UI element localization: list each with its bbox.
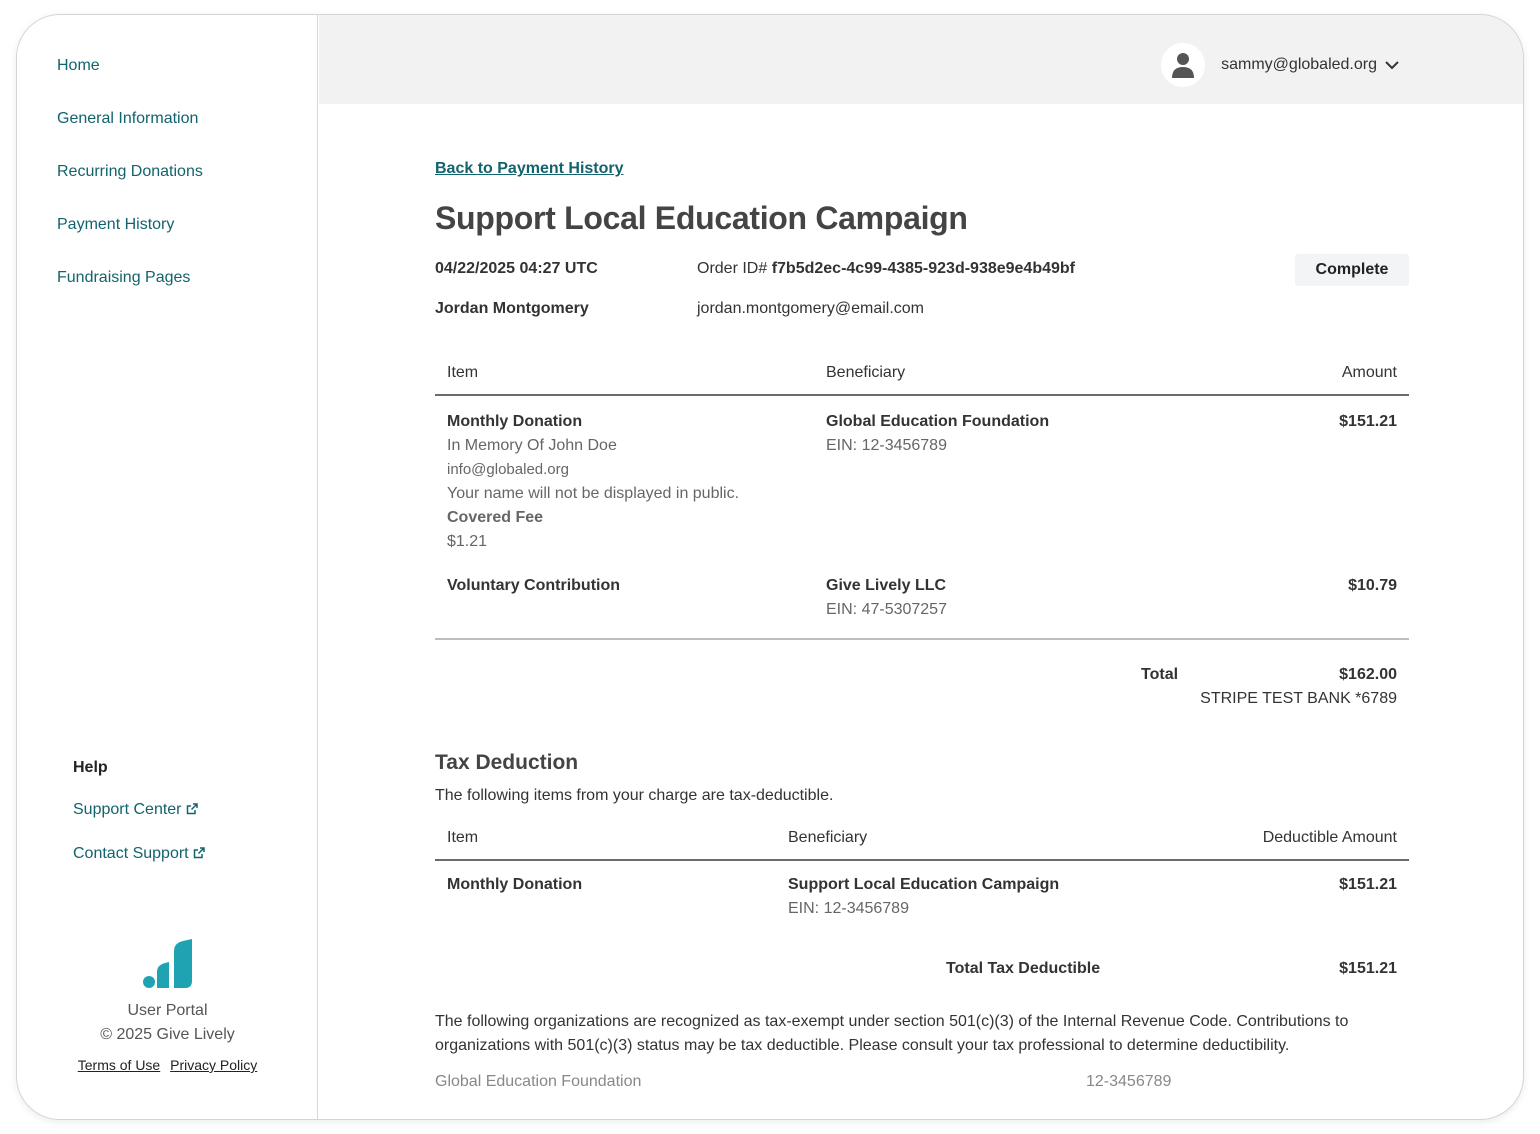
table-row (435, 396, 1409, 566)
col-item: Item (447, 829, 479, 846)
exempt-org-ein: 12-3456789 (1086, 1073, 1172, 1090)
contact-support-label: Contact Support (73, 845, 189, 862)
item-detail: Your name will not be displayed in public. (447, 485, 740, 502)
beneficiary-cell (788, 873, 1059, 921)
terms-link[interactable]: Terms of Use (77, 1057, 161, 1073)
tax-table-header (435, 817, 1409, 861)
total-tax-deductible-value: $151.21 (1339, 960, 1397, 977)
amount-cell: $10.79 (1348, 577, 1397, 594)
tax-disclaimer-line: The following organizations are recognized as tax-exempt under section 501(c)(3) of the Internal Revenue Code. Contributions to (435, 1013, 1349, 1030)
item-detail: info@globaled.org (447, 461, 569, 478)
col-beneficiary: Beneficiary (826, 364, 906, 381)
topbar (319, 15, 1523, 104)
tax-intro: The following items from your charge are tax-deductible. (435, 787, 834, 804)
app-window (16, 14, 1524, 1120)
copyright: © 2025 Give Lively (100, 1026, 235, 1043)
amount-cell: $151.21 (1339, 876, 1397, 893)
external-link-icon (193, 847, 205, 859)
page-title: Support Local Education Campaign (435, 200, 968, 236)
privacy-link[interactable]: Privacy Policy (170, 1057, 258, 1073)
col-beneficiary: Beneficiary (788, 829, 868, 846)
amount-cell: $151.21 (1339, 413, 1397, 430)
beneficiary-cell (826, 410, 1049, 458)
sidebar-item-payment-history[interactable]: Payment History (57, 216, 175, 233)
chevron-down-icon (1385, 60, 1399, 70)
covered-fee-label: Covered Fee (447, 509, 544, 526)
items-table (435, 352, 1409, 638)
order-id-value: f7b5d2ec-4c99-4385-923d-938e9e4b49bf (771, 260, 1075, 277)
total-value: $162.00 (1339, 666, 1397, 683)
col-item: Item (447, 364, 479, 381)
portal-label: User Portal (127, 1002, 208, 1019)
items-table-header (435, 352, 1409, 396)
avatar (1161, 43, 1205, 87)
beneficiary-name: Global Education Foundation (826, 413, 1050, 430)
tax-table (435, 817, 1409, 933)
total-tax-deductible-label: Total Tax Deductible (946, 960, 1101, 977)
tax-deduction-heading: Tax Deduction (435, 751, 579, 774)
beneficiary-name: Give Lively LLC (826, 577, 947, 594)
col-deductible-amount: Deductible Amount (1262, 829, 1397, 846)
beneficiary-ein: EIN: 12-3456789 (788, 900, 909, 917)
col-amount: Amount (1341, 364, 1397, 381)
help-section (73, 759, 205, 889)
table-row (435, 861, 1409, 933)
sidebar-item-home[interactable]: Home (57, 57, 100, 74)
donor-email: jordan.montgomery@email.com (697, 300, 924, 317)
item-detail: In Memory Of John Doe (447, 437, 617, 454)
beneficiary-ein: EIN: 47-5307257 (826, 601, 947, 618)
brand-footer (17, 939, 318, 1073)
beneficiary-name: Support Local Education Campaign (788, 876, 1060, 893)
support-center-label: Support Center (73, 801, 182, 818)
back-to-payment-history-link[interactable]: Back to Payment History (435, 160, 624, 177)
item-cell (447, 410, 739, 554)
support-center-link[interactable] (73, 801, 205, 845)
covered-fee-value: $1.21 (447, 533, 488, 550)
payment-method: STRIPE TEST BANK *6789 (1200, 690, 1397, 707)
user-icon (1171, 52, 1195, 78)
user-menu[interactable] (1161, 42, 1399, 88)
donor-name: Jordan Montgomery (435, 300, 589, 317)
order-date: 04/22/2025 04:27 UTC (435, 260, 598, 277)
sidebar-nav (57, 55, 203, 320)
external-link-icon (186, 803, 198, 815)
divider (435, 638, 1409, 640)
tax-disclaimer-line: organizations with 501(c)(3) status may be tax deductible. Please consult your tax professional to determine deductibility. (435, 1037, 1290, 1054)
legal-links (17, 1057, 318, 1073)
beneficiary-ein: EIN: 12-3456789 (826, 437, 947, 454)
help-title: Help (73, 759, 108, 776)
item-name: Voluntary Contribution (447, 577, 621, 594)
item-name: Monthly Donation (447, 876, 583, 893)
item-name: Monthly Donation (447, 413, 583, 430)
give-lively-logo-icon (143, 939, 193, 989)
sidebar-item-recurring-donations[interactable]: Recurring Donations (57, 163, 203, 180)
sidebar-item-fundraising-pages[interactable]: Fundraising Pages (57, 269, 191, 286)
total-label: Total (1141, 666, 1179, 683)
exempt-org-name: Global Education Foundation (435, 1073, 642, 1090)
sidebar-item-general-information[interactable]: General Information (57, 110, 199, 127)
sidebar (17, 15, 318, 1119)
beneficiary-cell (826, 574, 947, 622)
user-email: sammy@globaled.org (1221, 56, 1377, 73)
table-row (435, 566, 1409, 638)
order-id (697, 260, 1075, 278)
tax-disclaimer (435, 1010, 1348, 1058)
order-id-label: Order ID# (697, 260, 768, 277)
contact-support-link[interactable] (73, 845, 205, 889)
status-badge: Complete (1295, 254, 1409, 286)
